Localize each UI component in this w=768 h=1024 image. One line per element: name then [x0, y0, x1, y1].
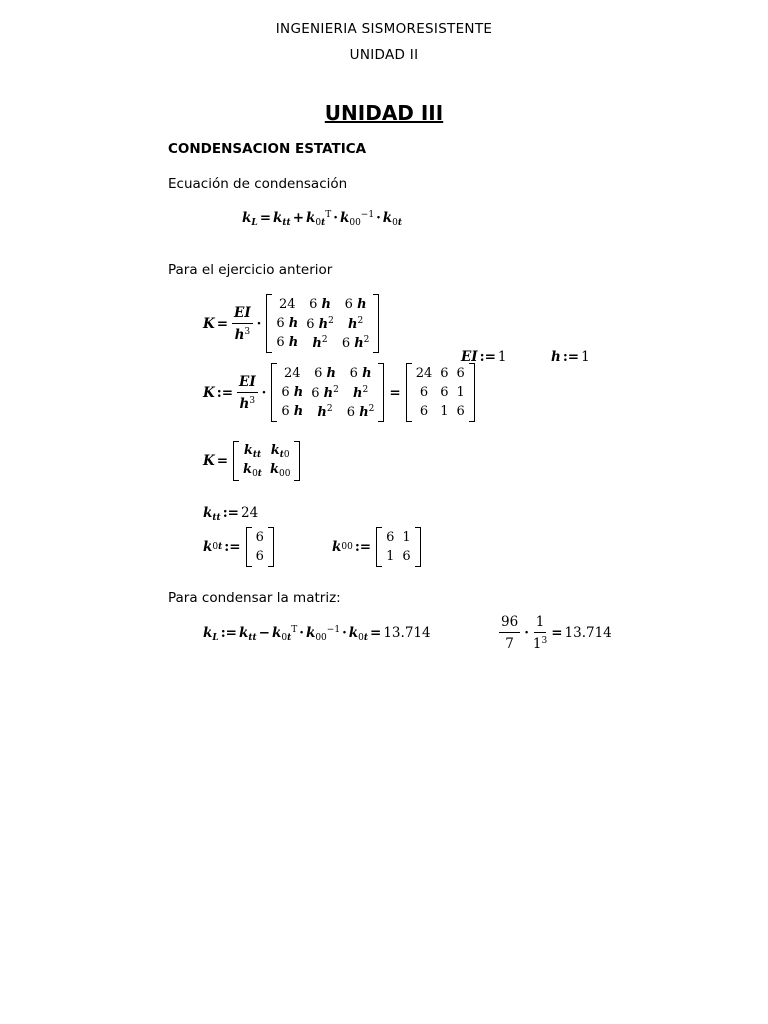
condense-label: Para condensar la matriz:: [168, 590, 341, 606]
stiffness-matrix-def-cell: 6 $h^2$: [346, 403, 375, 420]
page-title: UNIDAD III: [324, 101, 444, 125]
equation-label: Ecuación de condensación: [168, 176, 348, 192]
stiffness-matrix-def-cell: 24: [284, 366, 301, 381]
stiffness-matrix-cell: 6 $h^2$: [341, 334, 370, 351]
ktt-assignment: $k_{tt}$ := 24: [203, 505, 259, 523]
k00-matrix: [376, 527, 421, 567]
partitioned-matrix: K = $k_{tt}$ $k_{t0}$ $k_{0t}$ $k_{00}$: [203, 441, 303, 481]
k0t-assignment: k 0t := 6 6: [203, 527, 277, 567]
condensation-equation: $k_L = k_{tt} + k_{0t}^T \cdot k_{00}^{-1} \cdot k_{0t}$: [242, 210, 403, 228]
stiffness-matrix-numeric-cell: 6: [419, 385, 429, 400]
stiffness-matrix-numeric-cell: 6: [456, 366, 465, 381]
check-calculation: $\frac{96}{7}$ · $\frac{1}{1^3}$ = 13.714: [501, 614, 612, 652]
k0t-vector-cell: 6: [255, 530, 264, 545]
section-title: CONDENSACION ESTATICA: [168, 141, 367, 157]
stiffness-matrix-numeric: [406, 363, 475, 422]
stiffness-matrix-def-cell: 6 $h^2$: [311, 384, 339, 401]
stiffness-matrix-cell: 6 h: [344, 297, 367, 312]
stiffness-matrix-numeric-cell: 6: [456, 404, 465, 419]
stiffness-matrix-cell: 6 h: [276, 316, 299, 331]
stiffness-matrix-def: [271, 363, 384, 422]
stiffness-matrix-cell: 6 h: [276, 335, 299, 350]
stiffness-matrix-cell: $h^2$: [312, 334, 328, 351]
condensed-result: $k_L$ := $k_{tt} - k_{0t}^T \cdot k_{00}^{-1} \cdot k_{0t} = 13.714$: [203, 625, 431, 643]
header-unit: UNIDAD II: [349, 47, 419, 63]
stiffness-matrix-def-cell: 6 h: [281, 404, 304, 419]
stiffness-matrix-def-cell: $h^2$: [353, 384, 369, 401]
stiffness-matrix-def-cell: 6 h: [314, 366, 336, 381]
stiffness-definition: K := $\frac{EI}{h^3}$ · 24 6 h 6 h 6 h 6 $h^2$ $h^2$ 6 h $h^2$ 6 $h^2$ = 24 6 6 6 6 1 6 1 6: [203, 363, 478, 422]
h-assignment: h := 1: [551, 349, 590, 365]
stiffness-symbolic: K = $\frac{EI}{h^3}$ · 24 6 h 6 h 6 h 6 $h^2$ $h^2$ 6 h $h^2$ 6 $h^2$: [203, 294, 382, 353]
stiffness-matrix-def-cell: 6 h: [281, 385, 304, 400]
partition-matrix: $k_{tt}$ $k_{t0}$ $k_{0t}$ $k_{00}$: [233, 441, 300, 481]
k00-matrix-cell: 6: [402, 549, 411, 564]
k0t-vector: [246, 527, 274, 567]
k0t-vector-cell: 6: [255, 549, 264, 564]
stiffness-matrix-numeric-cell: 6: [440, 366, 449, 381]
stiffness-matrix: [266, 294, 379, 353]
stiffness-matrix-def-cell: 6 h: [349, 366, 372, 381]
stiffness-matrix-numeric-cell: 1: [440, 404, 449, 419]
k00-matrix-cell: 1: [386, 549, 395, 564]
stiffness-matrix-numeric-cell: 1: [456, 385, 465, 400]
k00-assignment: k 00 := 6 1 1 6: [332, 527, 424, 567]
stiffness-matrix-cell: $h^2$: [348, 315, 364, 332]
stiffness-matrix-numeric-cell: 24: [415, 366, 433, 381]
previous-exercise-label: Para el ejercicio anterior: [168, 262, 333, 278]
stiffness-matrix-def-cell: $h^2$: [317, 403, 333, 420]
stiffness-matrix-cell: 6 $h^2$: [306, 315, 334, 332]
k00-matrix-cell: 6: [386, 530, 395, 545]
stiffness-matrix-cell: 6 h: [309, 297, 331, 312]
k00-matrix-cell: 1: [402, 530, 411, 545]
stiffness-matrix-numeric-cell: 6: [440, 385, 449, 400]
stiffness-matrix-cell: 24: [279, 297, 296, 312]
ei-assignment: EI := 1: [461, 349, 507, 365]
header-course: INGENIERIA SISMORESISTENTE: [275, 21, 493, 37]
stiffness-matrix-numeric-cell: 6: [419, 404, 429, 419]
